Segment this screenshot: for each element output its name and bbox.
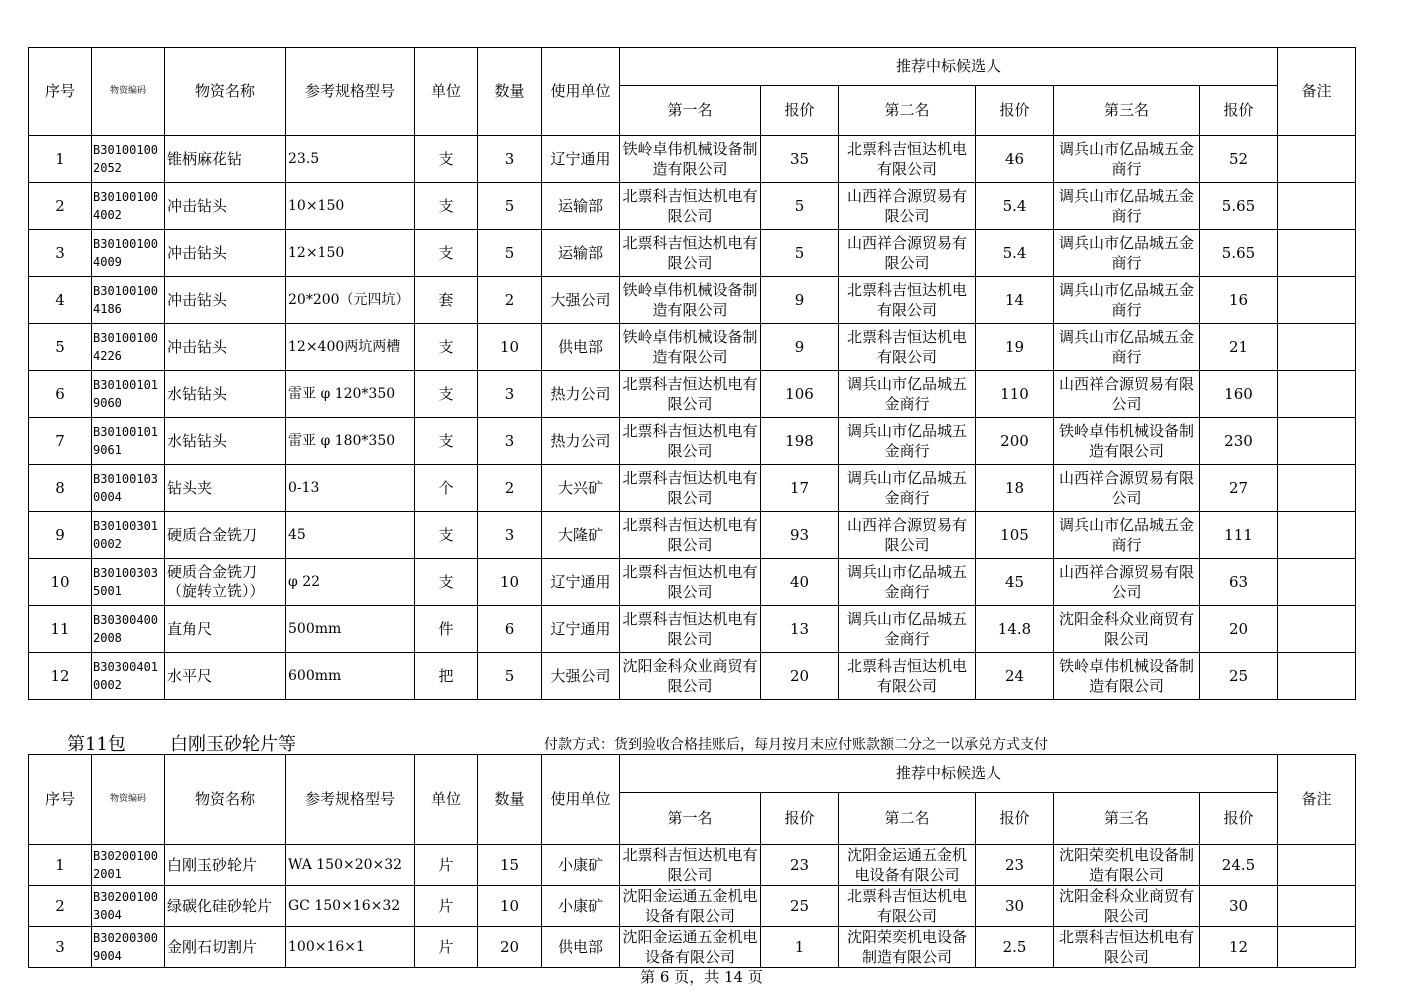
package-number: 第11包 bbox=[67, 734, 126, 755]
item-spec: 0-13 bbox=[286, 465, 415, 512]
remark bbox=[1278, 136, 1356, 183]
item-unit: 支 bbox=[415, 371, 478, 418]
price-third: 5.65 bbox=[1200, 230, 1278, 277]
price-second: 14 bbox=[976, 277, 1054, 324]
item-unit: 支 bbox=[415, 324, 478, 371]
item-code: B30100303 5001 bbox=[92, 559, 165, 606]
table-row bbox=[29, 465, 1356, 512]
using-unit: 供电部 bbox=[542, 324, 620, 371]
row-seq: 11 bbox=[29, 606, 92, 653]
item-spec: 100×16×1 bbox=[286, 927, 415, 968]
item-name: 硬质合金铣刀（旋转立铣）） bbox=[165, 559, 286, 606]
price-third: 63 bbox=[1200, 559, 1278, 606]
using-unit: 大强公司 bbox=[542, 277, 620, 324]
item-spec: 12×400两坑两槽 bbox=[286, 324, 415, 371]
price-first: 23 bbox=[761, 845, 839, 886]
row-seq: 3 bbox=[29, 927, 92, 968]
table-row bbox=[29, 136, 1356, 183]
item-qty: 10 bbox=[478, 886, 542, 927]
candidate-third: 铁岭卓伟机械设备制造有限公司 bbox=[1054, 418, 1200, 465]
candidate-second: 调兵山市亿品城五金商行 bbox=[839, 559, 976, 606]
table-row bbox=[29, 183, 1356, 230]
item-qty: 6 bbox=[478, 606, 542, 653]
row-seq: 12 bbox=[29, 653, 92, 700]
table-row bbox=[29, 886, 1356, 927]
header-remark: 备注 bbox=[1278, 48, 1356, 136]
price-second: 5.4 bbox=[976, 183, 1054, 230]
item-name: 冲击钻头 bbox=[165, 324, 286, 371]
candidate-third: 山西祥合源贸易有限公司 bbox=[1054, 559, 1200, 606]
item-name: 水钻钻头 bbox=[165, 371, 286, 418]
price-second: 2.5 bbox=[976, 927, 1054, 968]
candidate-second: 调兵山市亿品城五金商行 bbox=[839, 606, 976, 653]
candidate-third: 山西祥合源贸易有限公司 bbox=[1054, 371, 1200, 418]
table-row bbox=[29, 653, 1356, 700]
price-first: 93 bbox=[761, 512, 839, 559]
header-name: 物资名称 bbox=[165, 755, 286, 845]
item-qty: 10 bbox=[478, 324, 542, 371]
candidate-first: 北票科吉恒达机电有限公司 bbox=[620, 465, 761, 512]
price-third: 111 bbox=[1200, 512, 1278, 559]
procurement-table-1 bbox=[28, 47, 1356, 700]
price-third: 27 bbox=[1200, 465, 1278, 512]
header-price: 报价 bbox=[976, 86, 1054, 136]
item-qty: 5 bbox=[478, 230, 542, 277]
remark bbox=[1278, 606, 1356, 653]
table-row bbox=[29, 512, 1356, 559]
candidate-first: 北票科吉恒达机电有限公司 bbox=[620, 559, 761, 606]
item-name: 钻头夹 bbox=[165, 465, 286, 512]
item-code: B30100301 0002 bbox=[92, 512, 165, 559]
price-second: 14.8 bbox=[976, 606, 1054, 653]
header-first: 第一名 bbox=[620, 793, 761, 845]
package-title: 白刚玉砂轮片等 bbox=[170, 734, 296, 755]
item-spec: WA 150×20×32 bbox=[286, 845, 415, 886]
item-code: B30100103 0004 bbox=[92, 465, 165, 512]
item-qty: 5 bbox=[478, 653, 542, 700]
remark bbox=[1278, 324, 1356, 371]
header-price: 报价 bbox=[761, 86, 839, 136]
header-second: 第二名 bbox=[839, 793, 976, 845]
page-footer: 第 6 页，共 14 页 bbox=[640, 968, 763, 986]
table-1-header bbox=[29, 48, 1356, 136]
item-spec: 20*200（元四坑） bbox=[286, 277, 415, 324]
item-name: 冲击钻头 bbox=[165, 183, 286, 230]
remark bbox=[1278, 653, 1356, 700]
price-third: 5.65 bbox=[1200, 183, 1278, 230]
header-first: 第一名 bbox=[620, 86, 761, 136]
header-price: 报价 bbox=[1200, 793, 1278, 845]
item-qty: 3 bbox=[478, 512, 542, 559]
remark bbox=[1278, 277, 1356, 324]
using-unit: 运输部 bbox=[542, 230, 620, 277]
price-first: 13 bbox=[761, 606, 839, 653]
remark bbox=[1278, 927, 1356, 968]
table-row bbox=[29, 324, 1356, 371]
item-qty: 3 bbox=[478, 418, 542, 465]
row-seq: 1 bbox=[29, 136, 92, 183]
header-name: 物资名称 bbox=[165, 48, 286, 136]
row-seq: 4 bbox=[29, 277, 92, 324]
price-first: 25 bbox=[761, 886, 839, 927]
row-seq: 6 bbox=[29, 371, 92, 418]
row-seq: 1 bbox=[29, 845, 92, 886]
item-spec: φ 22 bbox=[286, 559, 415, 606]
price-first: 9 bbox=[761, 277, 839, 324]
candidate-second: 北票科吉恒达机电有限公司 bbox=[839, 653, 976, 700]
header-spec: 参考规格型号 bbox=[286, 48, 415, 136]
row-seq: 2 bbox=[29, 183, 92, 230]
candidate-second: 北票科吉恒达机电有限公司 bbox=[839, 277, 976, 324]
procurement-table-2 bbox=[28, 754, 1356, 968]
table-row bbox=[29, 418, 1356, 465]
remark bbox=[1278, 230, 1356, 277]
using-unit: 运输部 bbox=[542, 183, 620, 230]
header-seq: 序号 bbox=[29, 755, 92, 845]
price-first: 198 bbox=[761, 418, 839, 465]
item-unit: 支 bbox=[415, 418, 478, 465]
candidate-second: 沈阳荣奕机电设备制造有限公司 bbox=[839, 927, 976, 968]
row-seq: 8 bbox=[29, 465, 92, 512]
item-unit: 支 bbox=[415, 559, 478, 606]
header-third: 第三名 bbox=[1054, 86, 1200, 136]
item-qty: 20 bbox=[478, 927, 542, 968]
candidate-second: 调兵山市亿品城五金商行 bbox=[839, 371, 976, 418]
price-first: 40 bbox=[761, 559, 839, 606]
item-unit: 支 bbox=[415, 183, 478, 230]
candidate-first: 铁岭卓伟机械设备制造有限公司 bbox=[620, 324, 761, 371]
remark bbox=[1278, 845, 1356, 886]
item-spec: 10×150 bbox=[286, 183, 415, 230]
candidate-third: 调兵山市亿品城五金商行 bbox=[1054, 324, 1200, 371]
table-row bbox=[29, 845, 1356, 886]
header-unit: 单位 bbox=[415, 755, 478, 845]
candidate-third: 调兵山市亿品城五金商行 bbox=[1054, 512, 1200, 559]
price-second: 30 bbox=[976, 886, 1054, 927]
remark bbox=[1278, 418, 1356, 465]
price-first: 5 bbox=[761, 183, 839, 230]
price-third: 230 bbox=[1200, 418, 1278, 465]
item-unit: 片 bbox=[415, 845, 478, 886]
header-remark: 备注 bbox=[1278, 755, 1356, 845]
row-seq: 9 bbox=[29, 512, 92, 559]
item-name: 白刚玉砂轮片 bbox=[165, 845, 286, 886]
item-spec: GC 150×16×32 bbox=[286, 886, 415, 927]
candidate-second: 调兵山市亿品城五金商行 bbox=[839, 465, 976, 512]
item-code: B30100100 4009 bbox=[92, 230, 165, 277]
candidate-first: 北票科吉恒达机电有限公司 bbox=[620, 230, 761, 277]
item-code: B30100101 9061 bbox=[92, 418, 165, 465]
candidate-second: 北票科吉恒达机电有限公司 bbox=[839, 136, 976, 183]
header-candidates: 推荐中标候选人 bbox=[620, 48, 1278, 86]
table-row bbox=[29, 230, 1356, 277]
header-price: 报价 bbox=[1200, 86, 1278, 136]
table-2-body bbox=[29, 845, 1356, 968]
item-unit: 支 bbox=[415, 230, 478, 277]
candidate-first: 铁岭卓伟机械设备制造有限公司 bbox=[620, 136, 761, 183]
item-name: 硬质合金铣刀 bbox=[165, 512, 286, 559]
candidate-third: 北票科吉恒达机电有限公司 bbox=[1054, 927, 1200, 968]
item-name: 金刚石切割片 bbox=[165, 927, 286, 968]
using-unit: 辽宁通用 bbox=[542, 559, 620, 606]
item-spec: 45 bbox=[286, 512, 415, 559]
item-name: 水平尺 bbox=[165, 653, 286, 700]
price-third: 30 bbox=[1200, 886, 1278, 927]
price-second: 46 bbox=[976, 136, 1054, 183]
item-unit: 片 bbox=[415, 927, 478, 968]
price-first: 106 bbox=[761, 371, 839, 418]
candidate-first: 沈阳金科众业商贸有限公司 bbox=[620, 653, 761, 700]
item-unit: 支 bbox=[415, 136, 478, 183]
row-seq: 2 bbox=[29, 886, 92, 927]
header-seq: 序号 bbox=[29, 48, 92, 136]
table-row bbox=[29, 559, 1356, 606]
price-third: 52 bbox=[1200, 136, 1278, 183]
candidate-first: 北票科吉恒达机电有限公司 bbox=[620, 845, 761, 886]
row-seq: 7 bbox=[29, 418, 92, 465]
price-third: 25 bbox=[1200, 653, 1278, 700]
using-unit: 大强公司 bbox=[542, 653, 620, 700]
price-second: 18 bbox=[976, 465, 1054, 512]
candidate-third: 铁岭卓伟机械设备制造有限公司 bbox=[1054, 653, 1200, 700]
using-unit: 辽宁通用 bbox=[542, 136, 620, 183]
price-third: 12 bbox=[1200, 927, 1278, 968]
table-row bbox=[29, 927, 1356, 968]
price-third: 20 bbox=[1200, 606, 1278, 653]
remark bbox=[1278, 512, 1356, 559]
candidate-third: 调兵山市亿品城五金商行 bbox=[1054, 277, 1200, 324]
item-name: 直角尺 bbox=[165, 606, 286, 653]
item-unit: 把 bbox=[415, 653, 478, 700]
candidate-first: 北票科吉恒达机电有限公司 bbox=[620, 418, 761, 465]
candidate-third: 沈阳金科众业商贸有限公司 bbox=[1054, 606, 1200, 653]
item-spec: 雷亚 φ 120*350 bbox=[286, 371, 415, 418]
candidate-second: 调兵山市亿品城五金商行 bbox=[839, 418, 976, 465]
row-seq: 3 bbox=[29, 230, 92, 277]
using-unit: 辽宁通用 bbox=[542, 606, 620, 653]
candidate-first: 沈阳金运通五金机电设备有限公司 bbox=[620, 927, 761, 968]
using-unit: 小康矿 bbox=[542, 886, 620, 927]
candidate-first: 铁岭卓伟机械设备制造有限公司 bbox=[620, 277, 761, 324]
header-user: 使用单位 bbox=[542, 48, 620, 136]
price-third: 24.5 bbox=[1200, 845, 1278, 886]
candidate-third: 沈阳荣奕机电设备制造有限公司 bbox=[1054, 845, 1200, 886]
candidate-second: 山西祥合源贸易有限公司 bbox=[839, 512, 976, 559]
candidate-first: 北票科吉恒达机电有限公司 bbox=[620, 606, 761, 653]
item-qty: 2 bbox=[478, 465, 542, 512]
candidate-second: 北票科吉恒达机电有限公司 bbox=[839, 886, 976, 927]
item-spec: 500mm bbox=[286, 606, 415, 653]
table-1-body bbox=[29, 136, 1356, 700]
row-seq: 10 bbox=[29, 559, 92, 606]
item-qty: 10 bbox=[478, 559, 542, 606]
price-first: 20 bbox=[761, 653, 839, 700]
remark bbox=[1278, 183, 1356, 230]
remark bbox=[1278, 559, 1356, 606]
item-qty: 3 bbox=[478, 371, 542, 418]
header-candidates: 推荐中标候选人 bbox=[620, 755, 1278, 793]
header-qty: 数量 bbox=[478, 755, 542, 845]
header-user: 使用单位 bbox=[542, 755, 620, 845]
item-code: B30100100 4186 bbox=[92, 277, 165, 324]
price-first: 35 bbox=[761, 136, 839, 183]
candidate-first: 沈阳金运通五金机电设备有限公司 bbox=[620, 886, 761, 927]
item-unit: 个 bbox=[415, 465, 478, 512]
header-price: 报价 bbox=[761, 793, 839, 845]
header-third: 第三名 bbox=[1054, 793, 1200, 845]
header-code: 物资编码 bbox=[92, 48, 165, 136]
item-code: B30100100 4226 bbox=[92, 324, 165, 371]
remark bbox=[1278, 886, 1356, 927]
price-second: 19 bbox=[976, 324, 1054, 371]
price-second: 45 bbox=[976, 559, 1054, 606]
item-qty: 5 bbox=[478, 183, 542, 230]
item-name: 冲击钻头 bbox=[165, 277, 286, 324]
price-second: 24 bbox=[976, 653, 1054, 700]
item-code: B30300400 2008 bbox=[92, 606, 165, 653]
item-name: 冲击钻头 bbox=[165, 230, 286, 277]
using-unit: 大兴矿 bbox=[542, 465, 620, 512]
price-second: 105 bbox=[976, 512, 1054, 559]
header-second: 第二名 bbox=[839, 86, 976, 136]
candidate-third: 调兵山市亿品城五金商行 bbox=[1054, 136, 1200, 183]
candidate-first: 北票科吉恒达机电有限公司 bbox=[620, 512, 761, 559]
table-2-header bbox=[29, 755, 1356, 845]
price-second: 110 bbox=[976, 371, 1054, 418]
header-price: 报价 bbox=[976, 793, 1054, 845]
price-second: 23 bbox=[976, 845, 1054, 886]
price-first: 17 bbox=[761, 465, 839, 512]
candidate-second: 山西祥合源贸易有限公司 bbox=[839, 183, 976, 230]
table-row bbox=[29, 277, 1356, 324]
item-name: 锥柄麻花钻 bbox=[165, 136, 286, 183]
candidate-third: 调兵山市亿品城五金商行 bbox=[1054, 230, 1200, 277]
table-row bbox=[29, 606, 1356, 653]
header-qty: 数量 bbox=[478, 48, 542, 136]
using-unit: 供电部 bbox=[542, 927, 620, 968]
item-unit: 件 bbox=[415, 606, 478, 653]
using-unit: 热力公司 bbox=[542, 418, 620, 465]
item-code: B30200100 3004 bbox=[92, 886, 165, 927]
item-qty: 15 bbox=[478, 845, 542, 886]
item-name: 绿碳化硅砂轮片 bbox=[165, 886, 286, 927]
item-code: B30300401 0002 bbox=[92, 653, 165, 700]
payment-terms: 付款方式：货到验收合格挂账后，每月按月末应付账款额二分之一以承兑方式支付 bbox=[544, 737, 1048, 753]
candidate-first: 北票科吉恒达机电有限公司 bbox=[620, 183, 761, 230]
candidate-third: 山西祥合源贸易有限公司 bbox=[1054, 465, 1200, 512]
remark bbox=[1278, 465, 1356, 512]
item-code: B30100101 9060 bbox=[92, 371, 165, 418]
item-code: B30100100 4002 bbox=[92, 183, 165, 230]
candidate-second: 山西祥合源贸易有限公司 bbox=[839, 230, 976, 277]
item-name: 水钻钻头 bbox=[165, 418, 286, 465]
candidate-second: 北票科吉恒达机电有限公司 bbox=[839, 324, 976, 371]
using-unit: 热力公司 bbox=[542, 371, 620, 418]
using-unit: 小康矿 bbox=[542, 845, 620, 886]
item-unit: 片 bbox=[415, 886, 478, 927]
item-unit: 套 bbox=[415, 277, 478, 324]
table-row bbox=[29, 371, 1356, 418]
using-unit: 大隆矿 bbox=[542, 512, 620, 559]
item-code: B30100100 2052 bbox=[92, 136, 165, 183]
item-qty: 3 bbox=[478, 136, 542, 183]
price-second: 5.4 bbox=[976, 230, 1054, 277]
item-spec: 雷亚 φ 180*350 bbox=[286, 418, 415, 465]
price-first: 5 bbox=[761, 230, 839, 277]
item-spec: 23.5 bbox=[286, 136, 415, 183]
price-second: 200 bbox=[976, 418, 1054, 465]
header-code: 物资编码 bbox=[92, 755, 165, 845]
candidate-first: 北票科吉恒达机电有限公司 bbox=[620, 371, 761, 418]
candidate-third: 沈阳金科众业商贸有限公司 bbox=[1054, 886, 1200, 927]
price-third: 16 bbox=[1200, 277, 1278, 324]
price-first: 9 bbox=[761, 324, 839, 371]
candidate-second: 沈阳金运通五金机电设备有限公司 bbox=[839, 845, 976, 886]
item-spec: 600mm bbox=[286, 653, 415, 700]
item-unit: 支 bbox=[415, 512, 478, 559]
price-first: 1 bbox=[761, 927, 839, 968]
row-seq: 5 bbox=[29, 324, 92, 371]
price-third: 21 bbox=[1200, 324, 1278, 371]
item-code: B30200100 2001 bbox=[92, 845, 165, 886]
item-code: B30200300 9004 bbox=[92, 927, 165, 968]
price-third: 160 bbox=[1200, 371, 1278, 418]
header-spec: 参考规格型号 bbox=[286, 755, 415, 845]
header-unit: 单位 bbox=[415, 48, 478, 136]
remark bbox=[1278, 371, 1356, 418]
item-qty: 2 bbox=[478, 277, 542, 324]
item-spec: 12×150 bbox=[286, 230, 415, 277]
candidate-third: 调兵山市亿品城五金商行 bbox=[1054, 183, 1200, 230]
